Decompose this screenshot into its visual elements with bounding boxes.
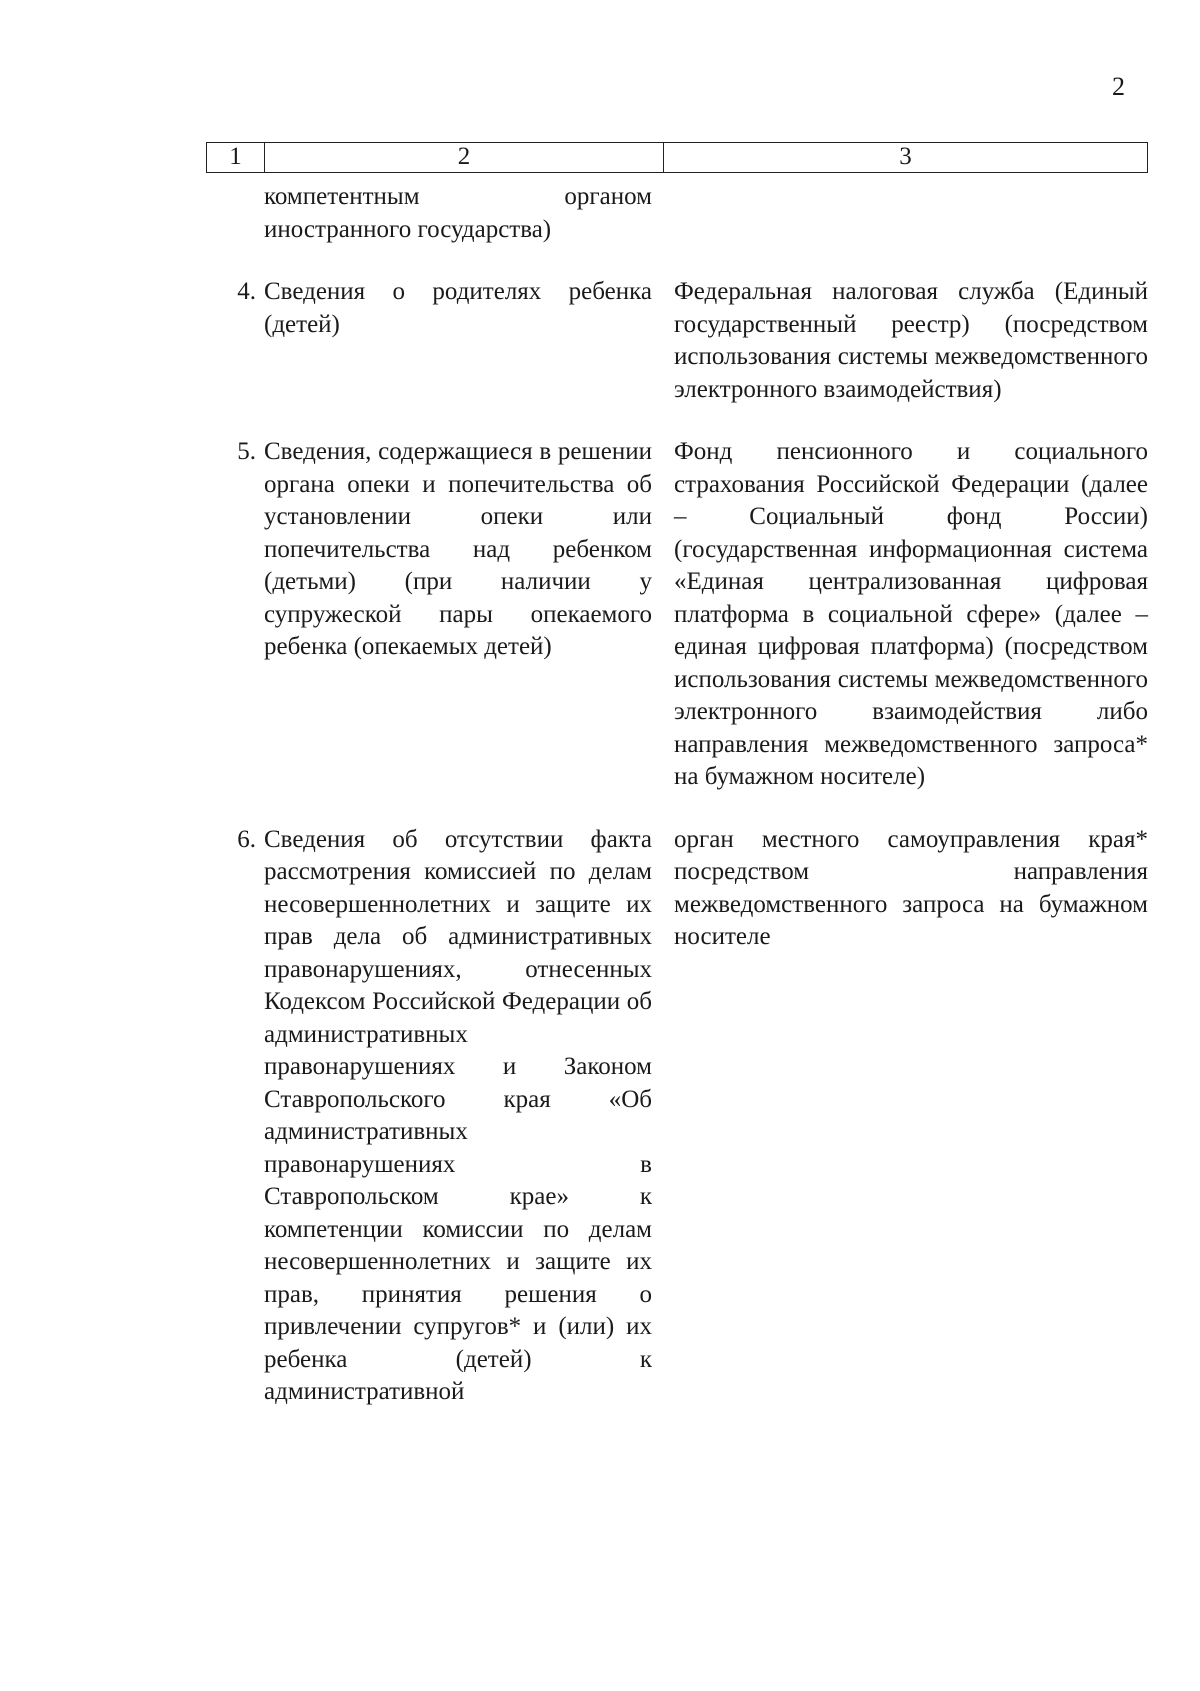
column-number-2: 2 xyxy=(265,143,664,172)
row-source xyxy=(674,181,1148,246)
table-row xyxy=(206,276,1148,406)
row-number: 5. xyxy=(237,438,256,465)
row-subject: компетентным органом иностранного государства) xyxy=(264,183,652,243)
table-row xyxy=(206,181,1148,246)
row-subject: Сведения, содержащиеся в решении органа опеки и попечительства об установлении опеки или попечительства над ребенком (детьми) (при наличии у супружеской пары опекаемого ребенка (опекаемых детей) xyxy=(264,438,652,660)
row-subject: Сведения о родителях ребенка (детей) xyxy=(264,278,652,338)
table-header-row xyxy=(206,142,1148,173)
table-row xyxy=(206,436,1148,794)
column-number-3: 3 xyxy=(899,143,912,170)
table-row xyxy=(206,824,1148,1409)
row-number: 4. xyxy=(237,278,256,305)
table-body xyxy=(206,181,1148,1409)
page-number: 2 xyxy=(1112,72,1125,101)
row-number: 6. xyxy=(237,825,256,853)
column-number-1: 1 xyxy=(207,143,265,172)
row-number xyxy=(206,181,264,246)
row-source: орган местного самоуправления края* посредством направления межведомственного запроса на бумажном носителе xyxy=(674,825,1148,950)
row-source: Фонд пенсионного и социального страхования Российской Федерации (далее – Социальный фонд России) (государственная информационная система «Единая централизованная цифровая платформа в социальной сфере» (далее – единая цифровая платформа) (посредством использования системы межведомственного электронного взаимодействия либо направления межведомственного запроса* на бумажном носителе) xyxy=(674,438,1148,790)
row-subject: Сведения об отсутствии факта рассмотрения комиссией по делам несовершеннолетних и защите их прав дела об административных правонарушениях, отнесенных Кодексом Российской Федерации об административных правонарушениях и Законом Ставропольского края «Об административных правонарушениях в Ставропольском крае» к компетенции комиссии по делам несовершеннолетних и защите их прав, принятия решения о привлечении супругов* и (или) их ребенка (детей) к административной xyxy=(264,825,652,1405)
row-source: Федеральная налоговая служба (Единый государственный реестр) (посредством использования системы межведомственного электронного взаимодействия) xyxy=(674,278,1148,403)
